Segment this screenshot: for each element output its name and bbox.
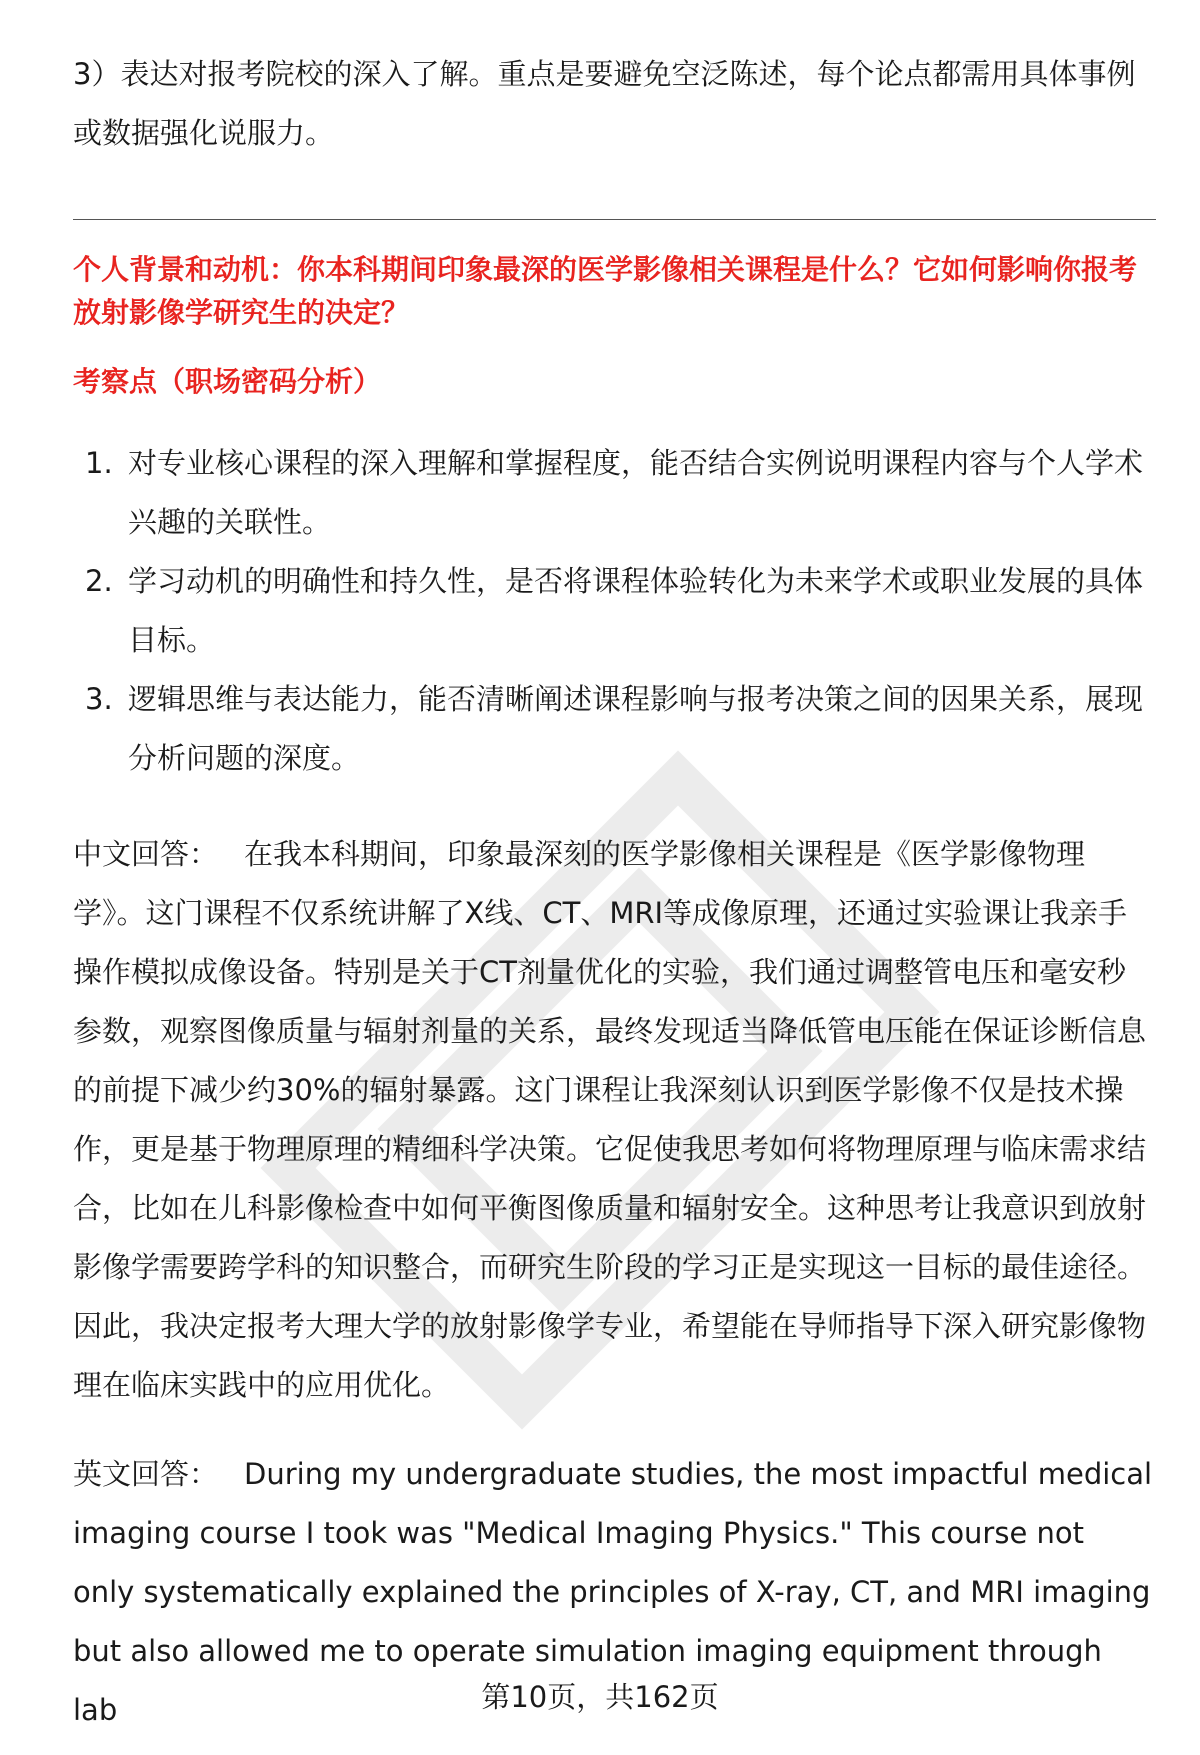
section-divider [73, 219, 1156, 220]
list-item [73, 552, 1163, 670]
list-item-number: 3. [85, 682, 113, 716]
intro-paragraph: 3）表达对报考院校的深入了解。重点是要避免空泛陈述，每个论点都需用具体事例或数据强化说服力。 [73, 57, 1136, 150]
assessment-points-list [73, 434, 1163, 788]
english-answer-label: 英文回答： [73, 1457, 219, 1491]
question-title: 个人背景和动机：你本科期间印象最深的医学影像相关课程是什么？它如何影响你报考放射影像学研究生的决定？ [73, 253, 1138, 329]
list-item-text: 学习动机的明确性和持久性，是否将课程体验转化为未来学术或职业发展的具体目标。 [128, 564, 1144, 657]
list-item [73, 434, 1163, 552]
list-item-text: 逻辑思维与表达能力，能否清晰阐述课程影响与报考决策之间的因果关系，展现分析问题的深度。 [128, 682, 1144, 775]
page-number-footer: 第10页，共162页 [481, 1680, 719, 1714]
chinese-answer-paragraph [73, 825, 1153, 1415]
list-item-number: 1. [85, 446, 113, 480]
chinese-answer-text: 在我本科期间，印象最深刻的医学影像相关课程是《医学影像物理学》。这门课程不仅系统讲解了X线、CT、MRI等成像原理，还通过实验课让我亲手操作模拟成像设备。特别是关于CT剂量优化的实验，我们通过调整管电压和毫安秒参数，观察图像质量与辐射剂量的关系，最终发现适当降低管电压能在保证诊断信息的前提下减少约30%的辐射暴露。这门课程让我深刻认识到医学影像不仅是技术操作，更是基于物理原理的精细科学决策。它促使我思考如何将物理原理与临床需求结合，比如在儿科影像检查中如何平衡图像质量和辐射安全。这种思考让我意识到放射影像学需要跨学科的知识整合，而研究生阶段的学习正是实现这一目标的最佳途径。因此，我决定报考大理大学的放射影像学专业，希望能在导师指导下深入研究影像物理在临床实践中的应用优化。 [73, 837, 1147, 1402]
list-item [73, 670, 1163, 788]
chinese-answer-label: 中文回答： [73, 837, 219, 871]
english-answer-text: During my undergraduate studies, the most impactful medical imaging course I took was "Medical Imaging Physics." This course not only systematically explained the principles of X-ray, CT, and MRI imaging but also allowed me to operate simulation imaging equipment through lab [73, 1457, 1153, 1727]
list-item-text: 对专业核心课程的深入理解和掌握程度，能否结合实例说明课程内容与个人学术兴趣的关联性。 [128, 446, 1144, 539]
list-item-number: 2. [85, 564, 113, 598]
assessment-heading: 考察点（职场密码分析） [73, 365, 382, 398]
